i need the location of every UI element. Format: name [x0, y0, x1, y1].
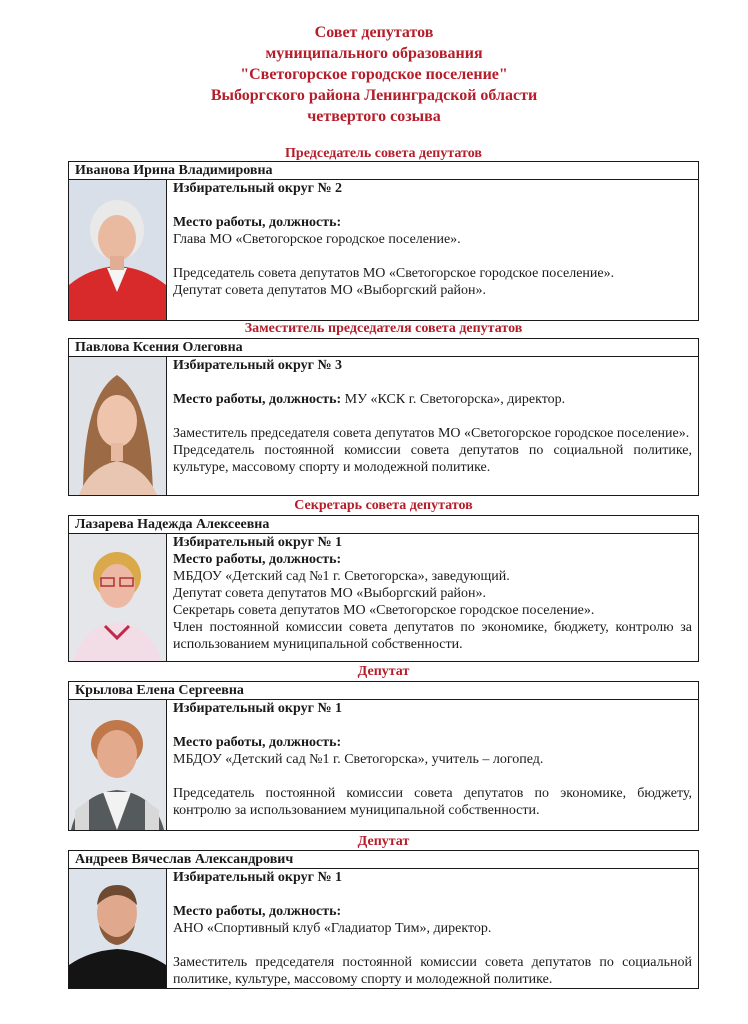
- info-line: Глава МО «Светогорское городское поселение».: [173, 232, 461, 247]
- member-info: [167, 357, 698, 495]
- person-photo: [69, 534, 167, 661]
- member-info: [167, 700, 698, 830]
- role-title: Депутат: [357, 834, 410, 849]
- info-line: Депутат совета депутатов МО «Выборгский район».: [173, 283, 487, 298]
- member-name: Крылова Елена Сергеевна: [69, 682, 698, 700]
- header-line: Выборгского района Ленинградской области: [210, 87, 538, 104]
- info-line: Председатель постоянной комиссии совета депутатов по экономике, бюджету, контролю за использованием муниципальной собственности.: [173, 786, 692, 818]
- member-name: Андреев Вячеслав Александрович: [69, 851, 698, 869]
- role-title: Депутат: [357, 664, 410, 679]
- work-value: МУ «КСК г. Светогорска», директор.: [341, 392, 566, 407]
- district-label: Избирательный округ № 3: [173, 358, 343, 373]
- header-line: Совет депутатов: [314, 24, 434, 41]
- member-name: Павлова Ксения Олеговна: [69, 339, 698, 357]
- district-label: Избирательный округ № 2: [173, 181, 343, 196]
- person-photo: [69, 869, 167, 988]
- member-card: [68, 850, 699, 989]
- role-title: Секретарь совета депутатов: [294, 498, 473, 513]
- member-card: [68, 338, 699, 496]
- member-info: [167, 869, 698, 988]
- info-line: Председатель совета депутатов МО «Светогорское городское поселение».: [173, 266, 615, 281]
- info-line: Заместитель председателя совета депутатов МО «Светогорское городское поселение».: [173, 426, 690, 441]
- info-line: МБДОУ «Детский сад №1 г. Светогорска», заведующий.: [173, 569, 510, 584]
- district-label: Избирательный округ № 1: [173, 535, 343, 550]
- role-title: Заместитель председателя совета депутатов: [244, 321, 523, 336]
- info-line: Заместитель председателя постоянной комиссии совета депутатов по социальной политике, культуре, массовому спорту и молодежной политике.: [173, 955, 692, 987]
- info-line: МБДОУ «Детский сад №1 г. Светогорска», учитель – логопед.: [173, 752, 544, 767]
- person-photo: [69, 700, 167, 830]
- work-label: Место работы, должность:: [173, 904, 342, 919]
- info-line: АНО «Спортивный клуб «Гладиатор Тим», директор.: [173, 921, 492, 936]
- member-info: [167, 180, 698, 320]
- member-card: [68, 161, 699, 321]
- header-line: "Светогорское городское поселение": [240, 66, 508, 83]
- info-line: Председатель постоянной комиссии совета депутатов по социальной политике, культуре, массовому спорту и молодежной политике.: [173, 443, 692, 475]
- header-line: четвертого созыва: [307, 108, 441, 125]
- member-card: [68, 515, 699, 662]
- work-label: Место работы, должность:: [173, 215, 342, 230]
- member-info: [167, 534, 698, 661]
- person-photo: [69, 357, 167, 495]
- member-name: Лазарева Надежда Алексеевна: [69, 516, 698, 534]
- work-label: Место работы, должность:: [173, 392, 342, 407]
- info-line: Секретарь совета депутатов МО «Светогорское городское поселение».: [173, 603, 595, 618]
- district-label: Избирательный округ № 1: [173, 701, 343, 716]
- member-card: [68, 681, 699, 831]
- work-label: Место работы, должность:: [173, 552, 342, 567]
- person-photo: [69, 180, 167, 320]
- work-label: Место работы, должность:: [173, 735, 342, 750]
- district-label: Избирательный округ № 1: [173, 870, 343, 885]
- document-header: [0, 22, 748, 127]
- header-line: муниципального образования: [265, 45, 483, 62]
- info-line: Депутат совета депутатов МО «Выборгский район».: [173, 586, 487, 601]
- info-line: Член постоянной комиссии совета депутатов по экономике, бюджету, контролю за использованием муниципальной собственности.: [173, 620, 692, 652]
- member-name: Иванова Ирина Владимировна: [69, 162, 698, 180]
- role-title: Председатель совета депутатов: [285, 146, 482, 161]
